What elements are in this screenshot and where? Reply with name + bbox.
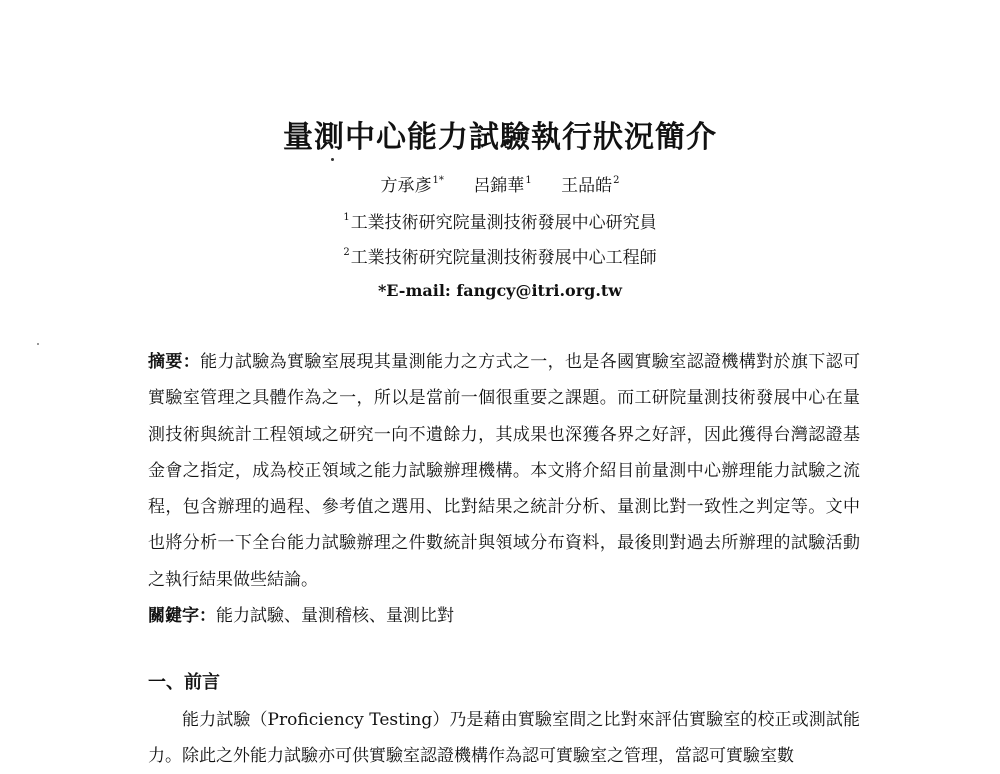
author-name: 王品皓 (561, 176, 613, 196)
abstract-text: 能力試驗為實驗室展現其量測能力之方式之一，也是各國實驗室認證機構對於旗下認可實驗室管理之具體作為之一，所以是當前一個很重要之課題。而工研院量測技術發展中心在量測技術與統計工程領域之研究一向不遺餘力，其成果也深獲各界之好評，因此獲得台灣認證基金會之指定，成為校正領域之能力試驗辦理機構。本文將介紹目前量測中心辦理能力試驗之流程，包含辦理的過程、參考值之選用、比對結果之統計分析、量測比對一致性之判定等。文中也將分析一下全台能力試驗辦理之件數統計與領域分布資料，最後則對過去所辦理的試驗活動之執行結果做些結論。 (148, 352, 860, 590)
section-heading-introduction: 一、前言 (148, 672, 220, 693)
author (561, 176, 619, 196)
author-name: 呂錦華 (473, 176, 525, 196)
author-affiliation-mark: 1 (525, 175, 532, 186)
abstract-label: 摘要： (148, 352, 201, 372)
affiliation-text: 工業技術研究院量測技術發展中心研究員 (350, 213, 657, 233)
author-affiliation-mark: 1* (432, 175, 444, 186)
affiliation-1 (0, 208, 1000, 233)
introduction-paragraph: 能力試驗（Proficiency Testing）乃是藉由實驗室間之比對來評估實驗室的校正或測試能力。除此之外能力試驗亦可供實驗室認證機構作為認可實驗室之管理，當認可實驗室數 (148, 710, 860, 766)
contact-email: *E-mail: fangcy@itri.org.tw (377, 281, 623, 300)
affiliation-text: 工業技術研究院量測技術發展中心工程師 (350, 248, 657, 268)
speck-mark (37, 343, 39, 345)
keywords-label: 關鍵字： (148, 606, 216, 626)
speck-mark (331, 158, 334, 161)
affiliation-2 (0, 243, 1000, 268)
author (473, 176, 531, 196)
affiliation-mark: 2 (343, 247, 350, 258)
author-affiliation-mark: 2 (613, 175, 620, 186)
abstract (148, 344, 860, 598)
author-name: 方承彥 (380, 176, 432, 196)
keywords-text: 能力試驗、量測稽核、量測比對 (216, 606, 454, 626)
author-list (0, 171, 1000, 196)
paper-title: 量測中心能力試驗執行狀況簡介 (283, 120, 717, 155)
keywords (148, 598, 860, 634)
author (381, 176, 444, 196)
affiliation-mark: 1 (343, 212, 350, 223)
